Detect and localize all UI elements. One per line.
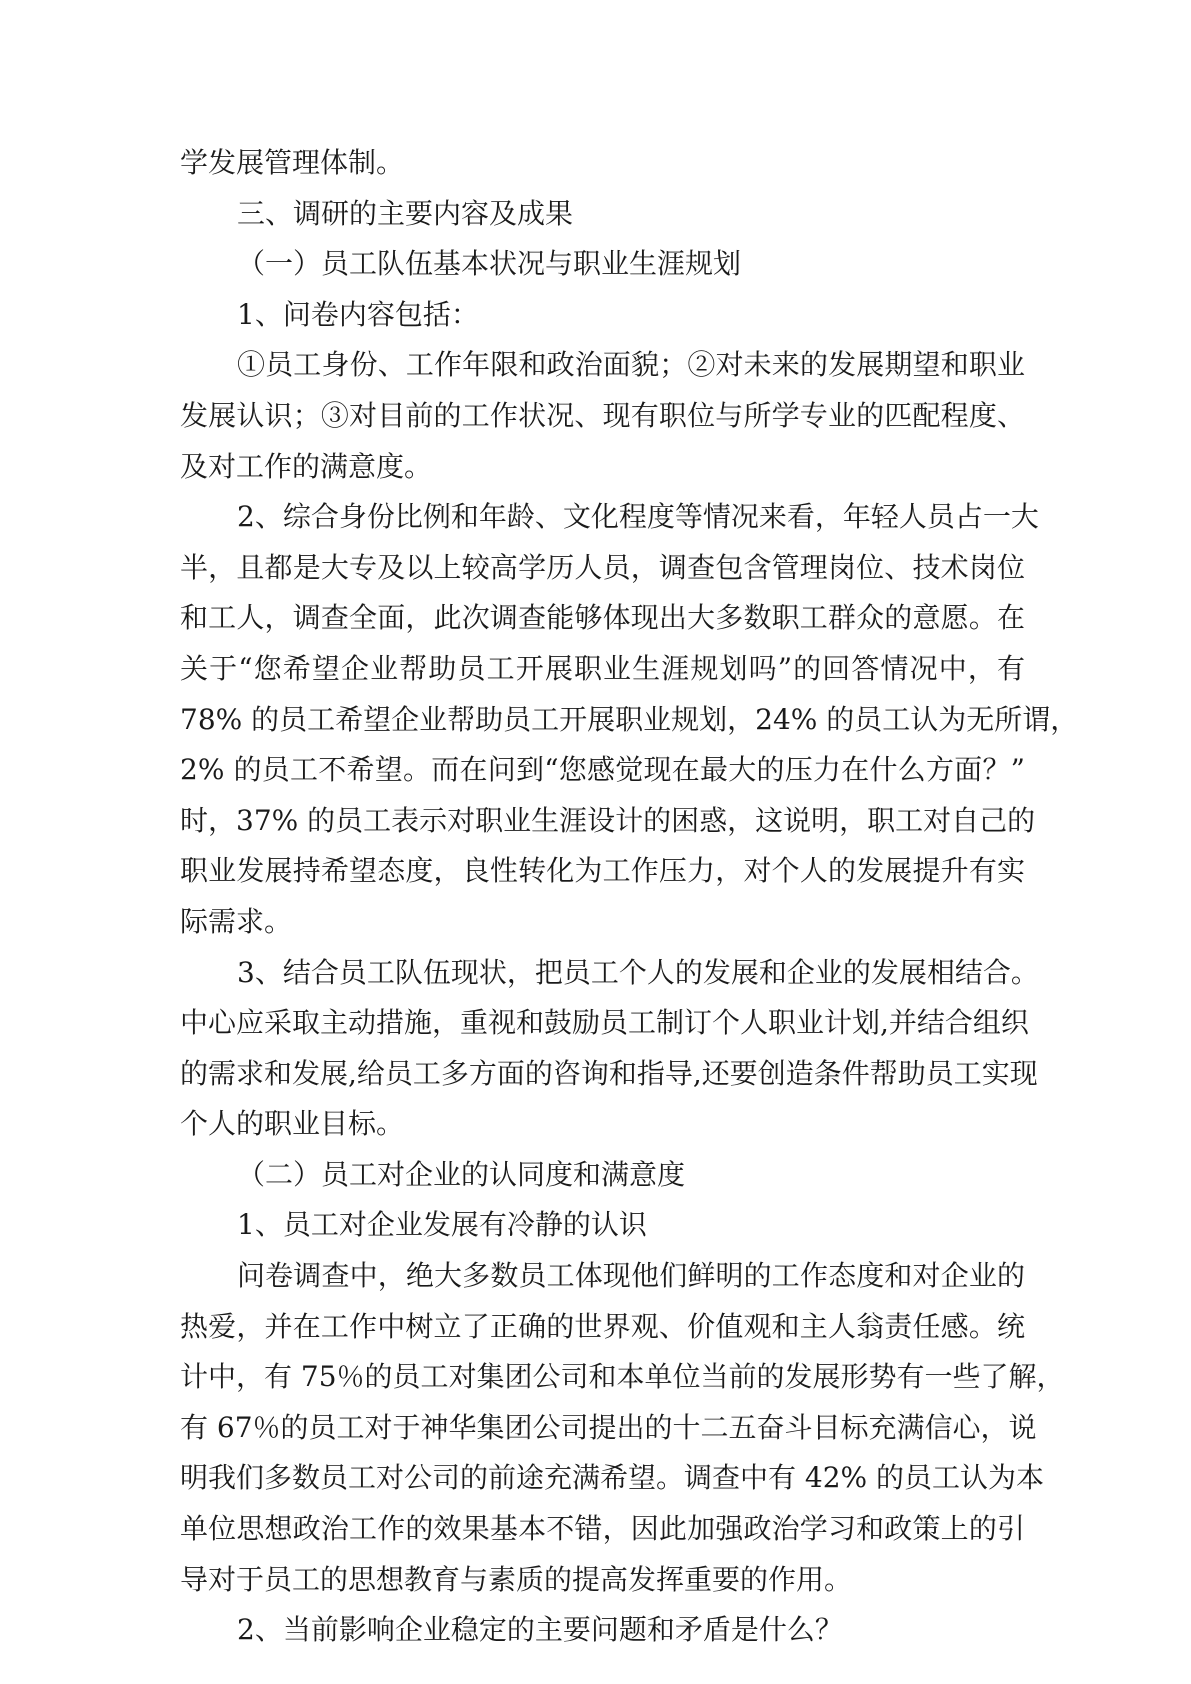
text-line: 2、当前影响企业稳定的主要问题和矛盾是什么？ <box>237 1613 843 1647</box>
text-line: （二）员工对企业的认同度和满意度 <box>237 1157 686 1191</box>
text-line: （一）员工队伍基本状况与职业生涯规划 <box>237 247 742 281</box>
text-line: 半，且都是大专及以上较高学历人员，调查包含管理岗位、技术岗位 <box>180 550 1025 584</box>
text-line: 问卷调查中，绝大多数员工体现他们鲜明的工作态度和对企业的 <box>237 1259 1025 1293</box>
text-line: 关于“您希望企业帮助员工开展职业生涯规划吗”的回答情况中，有 <box>180 651 1025 685</box>
text-line: 2% 的员工不希望。而在问到“您感觉现在最大的压力在什么方面？” <box>180 753 1025 787</box>
text-line: 单位思想政治工作的效果基本不错，因此加强政治学习和政策上的引 <box>180 1512 1025 1546</box>
text-line: 明我们多数员工对公司的前途充满希望。调查中有 42% 的员工认为本 <box>180 1461 1045 1495</box>
text-line: 及对工作的满意度。 <box>180 449 433 483</box>
text-line: ①员工身份、工作年限和政治面貌；②对未来的发展期望和职业 <box>237 348 1025 382</box>
document-body <box>180 138 1079 1656</box>
text-line: 导对于员工的思想教育与素质的提高发挥重要的作用。 <box>180 1562 853 1596</box>
text-line: 3、结合员工队伍现状，把员工个人的发展和企业的发展相结合。 <box>237 955 1039 989</box>
text-line: 职业发展持希望态度，良性转化为工作压力，对个人的发展提升有实 <box>180 854 1025 888</box>
text-line: 际需求。 <box>180 904 293 938</box>
text-line: 个人的职业目标。 <box>180 1107 405 1141</box>
text-line: 1、员工对企业发展有冷静的认识 <box>237 1208 647 1242</box>
text-line: 中心应采取主动措施，重视和鼓励员工制订个人职业计划,并结合组织 <box>180 1006 1029 1040</box>
text-line: 2、综合身份比例和年龄、文化程度等情况来看，年轻人员占一大 <box>237 500 1039 534</box>
text-line: 78% 的员工希望企业帮助员工开展职业规划，24% 的员工认为无所谓， <box>180 702 1079 736</box>
text-line: 发展认识；③对目前的工作状况、现有职位与所学专业的匹配程度、 <box>180 398 1025 432</box>
text-line: 学发展管理体制。 <box>180 146 405 179</box>
text-line: 有 67％的员工对于神华集团公司提出的十二五奋斗目标充满信心，说 <box>180 1410 1037 1444</box>
text-line: 热爱，并在工作中树立了正确的世界观、价值观和主人翁责任感。统 <box>180 1309 1025 1343</box>
text-line: 计中，有 75％的员工对集团公司和本单位当前的发展形势有一些了解， <box>180 1360 1065 1394</box>
text-line: 的需求和发展,给员工多方面的咨询和指导,还要创造条件帮助员工实现 <box>180 1056 1038 1090</box>
text-line: 1、问卷内容包括： <box>237 297 479 331</box>
text-line: 和工人，调查全面，此次调查能够体现出大多数职工群众的意愿。在 <box>180 601 1025 635</box>
text-line: 时，37% 的员工表示对职业生涯设计的困惑，这说明，职工对自己的 <box>180 803 1036 837</box>
text-line: 三、调研的主要内容及成果 <box>237 196 574 230</box>
